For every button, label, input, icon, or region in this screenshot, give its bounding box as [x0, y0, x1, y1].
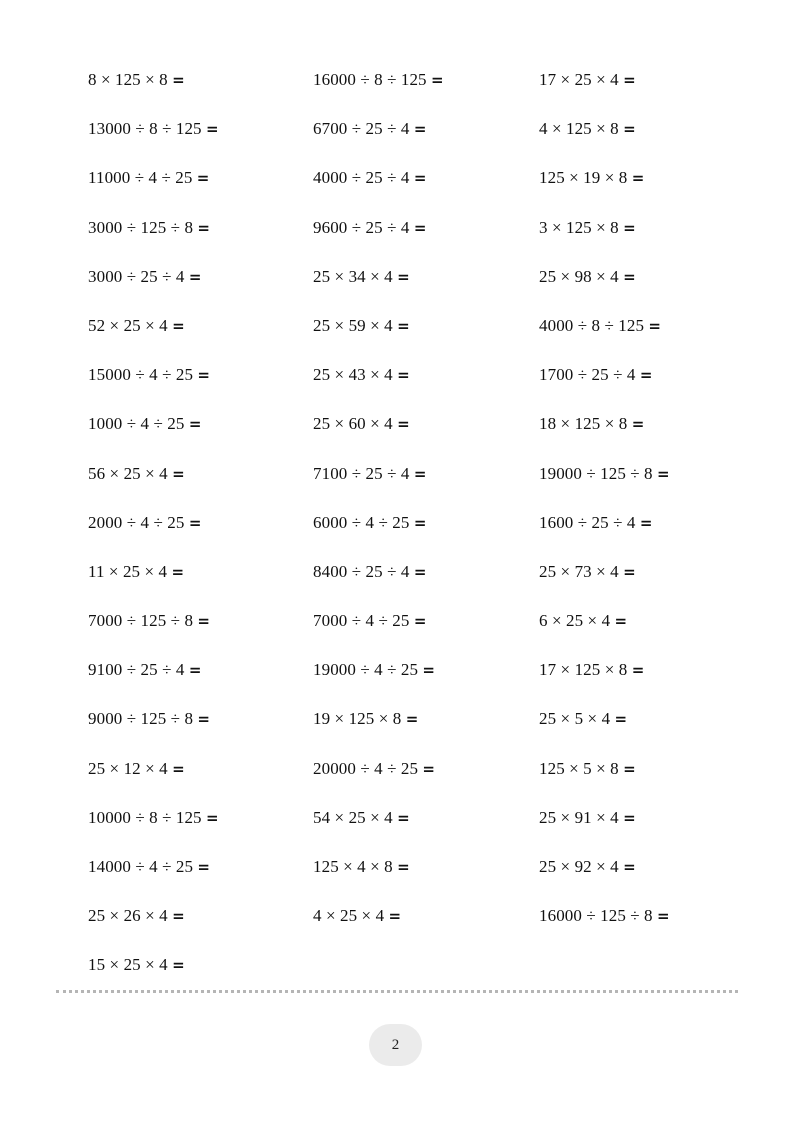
problem-expression: 1000 ÷ 4 ÷ 25: [88, 414, 185, 434]
math-problem: [313, 261, 539, 310]
problem-expression: 16000 ÷ 8 ÷ 125: [313, 70, 427, 89]
math-problem: [88, 753, 313, 802]
equals-sign: =: [197, 218, 211, 237]
equals-sign: =: [397, 267, 410, 286]
math-problem: [313, 654, 539, 703]
equals-sign: =: [623, 759, 636, 778]
equals-sign: =: [614, 612, 628, 631]
problem-expression: 15 × 25 × 4: [88, 955, 168, 975]
equals-sign: =: [188, 415, 202, 434]
problem-expression: 19000 ÷ 4 ÷ 25: [313, 660, 419, 680]
math-problem: [88, 900, 313, 949]
math-problem: [88, 605, 313, 654]
equals-sign: =: [197, 366, 211, 385]
math-problem: [539, 113, 738, 162]
math-problem: [313, 113, 539, 162]
problem-expression: 20000 ÷ 4 ÷ 25: [313, 758, 419, 778]
equals-sign: =: [206, 120, 219, 139]
equals-sign: =: [413, 612, 427, 631]
math-problem: [539, 753, 738, 802]
math-problem: [313, 507, 539, 556]
equals-sign: =: [171, 562, 185, 581]
math-problem: [88, 507, 313, 556]
equals-sign: =: [623, 218, 636, 237]
problem-expression: 25 × 26 × 4: [88, 906, 168, 926]
math-problem: [313, 703, 539, 752]
problem-expression: 25 × 98 × 4: [539, 266, 619, 286]
problem-expression: 9000 ÷ 125 ÷ 8: [88, 709, 194, 729]
problem-expression: 3000 ÷ 125 ÷ 8: [88, 217, 194, 237]
math-problem: [88, 310, 313, 359]
equals-sign: =: [413, 562, 427, 581]
problem-expression: 25 × 43 × 4: [313, 365, 393, 385]
equals-sign: =: [413, 464, 427, 483]
math-problem: [313, 753, 539, 802]
equals-sign: =: [196, 169, 210, 188]
equals-sign: =: [614, 710, 628, 729]
equals-sign: =: [188, 513, 202, 532]
problem-expression: 6000 ÷ 4 ÷ 25: [313, 512, 410, 532]
equals-sign: =: [172, 464, 185, 483]
equals-sign: =: [639, 366, 653, 385]
dotted-divider: [56, 990, 738, 993]
equals-sign: =: [397, 858, 410, 876]
problem-expression: 17 × 125 × 8: [539, 660, 628, 680]
equals-sign: =: [631, 169, 645, 188]
equals-sign: =: [639, 513, 653, 532]
equals-sign: =: [197, 858, 211, 876]
math-problem: [313, 556, 539, 605]
math-problem: [313, 359, 539, 408]
equals-sign: =: [623, 71, 636, 89]
problem-expression: 10000 ÷ 8 ÷ 125: [88, 807, 202, 827]
problem-expression: 25 × 5 × 4: [539, 709, 611, 729]
math-problem: [313, 212, 539, 261]
math-problem: [313, 162, 539, 211]
problem-expression: 3 × 125 × 8: [539, 217, 619, 237]
equals-sign: =: [197, 710, 211, 729]
equals-sign: =: [631, 415, 645, 434]
equals-sign: =: [623, 858, 636, 876]
math-problem: [313, 900, 539, 949]
equals-sign: =: [397, 316, 410, 335]
problem-expression: 25 × 59 × 4: [313, 315, 393, 335]
equals-sign: =: [623, 562, 636, 581]
page-number: 2: [391, 1036, 400, 1053]
math-problem: [88, 113, 313, 162]
math-problem: [88, 703, 313, 752]
math-problem: [539, 556, 738, 605]
problem-expression: 8400 ÷ 25 ÷ 4: [313, 561, 410, 581]
problem-expression: 6 × 25 × 4: [539, 611, 611, 631]
equals-sign: =: [623, 120, 636, 139]
math-problem: [88, 162, 313, 211]
math-problem: [539, 605, 738, 654]
math-problem: [88, 212, 313, 261]
math-problem: [88, 261, 313, 310]
equals-sign: =: [431, 71, 444, 89]
problem-expression: 25 × 91 × 4: [539, 807, 619, 827]
math-problem: [539, 802, 738, 851]
math-problem: [88, 654, 313, 703]
equals-sign: =: [172, 956, 185, 975]
problem-expression: 4000 ÷ 25 ÷ 4: [313, 168, 410, 188]
problem-expression: 19000 ÷ 125 ÷ 8: [539, 463, 653, 483]
problem-expression: 2000 ÷ 4 ÷ 25: [88, 512, 185, 532]
math-problem: [313, 605, 539, 654]
equals-sign: =: [172, 71, 185, 89]
math-problem: [539, 458, 738, 507]
problem-expression: 11000 ÷ 4 ÷ 25: [88, 168, 193, 188]
problem-expression: 15000 ÷ 4 ÷ 25: [88, 365, 194, 385]
problem-expression: 7100 ÷ 25 ÷ 4: [313, 463, 410, 483]
problem-expression: 25 × 34 × 4: [313, 266, 393, 286]
problem-expression: 25 × 12 × 4: [88, 758, 168, 778]
problem-expression: 25 × 92 × 4: [539, 857, 619, 876]
math-problem: [88, 408, 313, 457]
problem-expression: 19 × 125 × 8: [313, 709, 402, 729]
equals-sign: =: [657, 464, 670, 483]
equals-sign: =: [623, 808, 636, 827]
math-problem: [313, 802, 539, 851]
equals-sign: =: [422, 661, 436, 680]
problem-expression: 54 × 25 × 4: [313, 807, 393, 827]
problem-expression: 125 × 19 × 8: [539, 168, 628, 188]
math-problem: [539, 64, 738, 113]
equals-sign: =: [657, 907, 670, 926]
problem-expression: 9100 ÷ 25 ÷ 4: [88, 660, 185, 680]
math-problem: [539, 261, 738, 310]
equals-sign: =: [413, 513, 427, 532]
problem-expression: 3000 ÷ 25 ÷ 4: [88, 266, 185, 286]
math-problem: [88, 802, 313, 851]
math-problem: [313, 64, 539, 113]
equals-sign: =: [188, 267, 202, 286]
equals-sign: =: [172, 316, 185, 335]
equals-sign: =: [188, 661, 202, 680]
problem-expression: 6700 ÷ 25 ÷ 4: [313, 119, 410, 139]
math-problem: [539, 310, 738, 359]
problem-expression: 1700 ÷ 25 ÷ 4: [539, 365, 636, 385]
equals-sign: =: [405, 710, 419, 729]
math-problem: [313, 408, 539, 457]
math-problem: [539, 408, 738, 457]
math-problem: [539, 703, 738, 752]
equals-sign: =: [172, 907, 185, 926]
math-problem: [539, 851, 738, 900]
problem-expression: 13000 ÷ 8 ÷ 125: [88, 119, 202, 139]
problem-expression: 4 × 125 × 8: [539, 119, 619, 139]
problem-grid: [88, 64, 738, 999]
equals-sign: =: [388, 907, 402, 926]
equals-sign: =: [413, 120, 427, 139]
problem-expression: 56 × 25 × 4: [88, 463, 168, 483]
problem-expression: 125 × 5 × 8: [539, 758, 619, 778]
problem-expression: 25 × 60 × 4: [313, 414, 393, 434]
math-problem: [88, 359, 313, 408]
problem-expression: 11 × 25 × 4: [88, 561, 168, 581]
problem-expression: 17 × 25 × 4: [539, 70, 619, 89]
equals-sign: =: [413, 218, 427, 237]
math-problem: [539, 359, 738, 408]
math-problem: [539, 900, 738, 949]
equals-sign: =: [648, 316, 662, 335]
math-problem: [313, 851, 539, 900]
equals-sign: =: [623, 267, 636, 286]
equals-sign: =: [197, 612, 211, 631]
problem-expression: 4 × 25 × 4: [313, 906, 385, 926]
equals-sign: =: [206, 808, 219, 827]
equals-sign: =: [397, 366, 410, 385]
page-number-badge: [369, 1024, 422, 1066]
equals-sign: =: [397, 808, 410, 827]
problem-expression: 7000 ÷ 4 ÷ 25: [313, 611, 410, 631]
math-problem: [313, 310, 539, 359]
math-problem: [539, 212, 738, 261]
problem-expression: 52 × 25 × 4: [88, 315, 168, 335]
equals-sign: =: [422, 759, 436, 778]
equals-sign: =: [397, 415, 410, 434]
problem-expression: 4000 ÷ 8 ÷ 125: [539, 315, 645, 335]
equals-sign: =: [172, 759, 185, 778]
math-problem: [88, 64, 313, 113]
math-problem: [88, 458, 313, 507]
problem-expression: 9600 ÷ 25 ÷ 4: [313, 217, 410, 237]
problem-expression: 7000 ÷ 125 ÷ 8: [88, 611, 194, 631]
problem-expression: 18 × 125 × 8: [539, 414, 628, 434]
problem-expression: 14000 ÷ 4 ÷ 25: [88, 857, 194, 876]
math-problem: [313, 458, 539, 507]
math-problem: [539, 507, 738, 556]
problem-expression: 8 × 125 × 8: [88, 70, 168, 89]
equals-sign: =: [631, 661, 645, 680]
problem-expression: 16000 ÷ 125 ÷ 8: [539, 906, 653, 926]
problem-expression: 25 × 73 × 4: [539, 561, 619, 581]
math-problem: [88, 851, 313, 900]
problem-expression: 125 × 4 × 8: [313, 857, 393, 876]
equals-sign: =: [413, 169, 427, 188]
math-problem: [539, 654, 738, 703]
problem-expression: 1600 ÷ 25 ÷ 4: [539, 512, 636, 532]
math-problem: [88, 556, 313, 605]
math-problem: [539, 162, 738, 211]
